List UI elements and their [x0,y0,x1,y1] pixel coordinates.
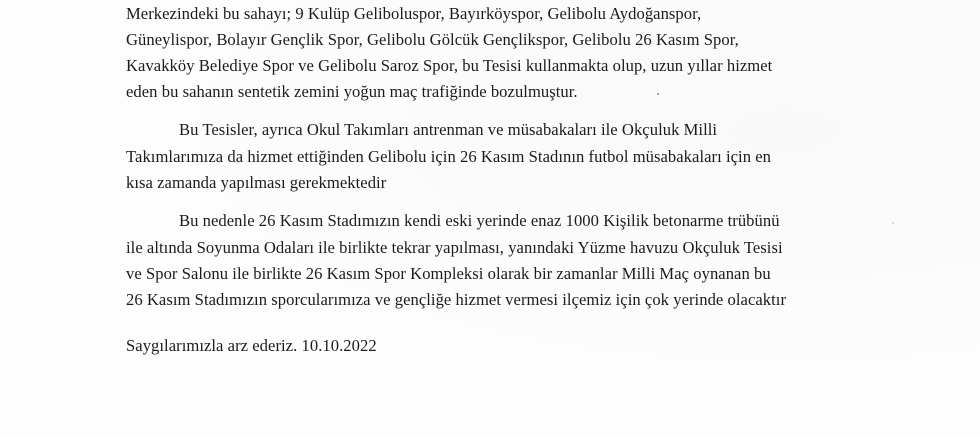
paragraph-2-line-1: Bu Tesisler, ayrıca Okul Takımları antrenman ve müsabakaları ile Okçuluk Milli [179,120,718,139]
paragraph-3-line-2: ile altında Soyunma Odaları ile birlikte tekrar yapılması, yanındaki Yüzme havuzu Okçuluk Tesisi [126,238,783,257]
paragraph-3-line-3: ve Spor Salonu ile birlikte 26 Kasım Spor Kompleksi olarak bir zamanlar Milli Maç oynanan bu [126,264,771,283]
paragraph-2-line-3: kısa zamanda yapılması gerekmektedir [126,173,387,192]
scan-speck [657,93,659,95]
paragraph-2-line-2: Takımlarımıza da hizmet ettiğinden Gelibolu için 26 Kasım Stadının futbol müsabakaları için en [126,147,771,166]
paragraph-3-line-4: 26 Kasım Stadımızın sporcularımıza ve gençliğe hizmet vermesi ilçemiz için çok yerinde olacaktır [126,290,787,309]
paragraph-3-line-1: Bu nedenle 26 Kasım Stadımızın kendi eski yerinde enaz 1000 Kişilik betonarme trübünü [179,211,780,230]
paragraph-1-line-3: Kavakköy Belediye Spor ve Gelibolu Saroz Spor, bu Tesisi kullanmakta olup, uzun yıllar hizmet [126,56,773,75]
paragraph-1-line-1: Merkezindeki bu sahayı; 9 Kulüp Gelibolu​spor, Bayırköyspor, Gelibolu Aydoğanspor, [126,4,702,23]
paragraph-1-line-4: eden bu sahanın sentetik zemini yoğun maç trafiğinde bozulmuştur. [126,82,578,101]
paragraph-1-line-2: Güneylispor, Bolayır Gençlik Spor, Gelibolu Gölcük Gençlikspor, Gelibolu 26 Kasım Spor, [126,30,739,49]
closing-line: Saygılarımızla arz ederiz. 10.10.2022 [126,336,377,355]
scan-speck [892,222,894,224]
